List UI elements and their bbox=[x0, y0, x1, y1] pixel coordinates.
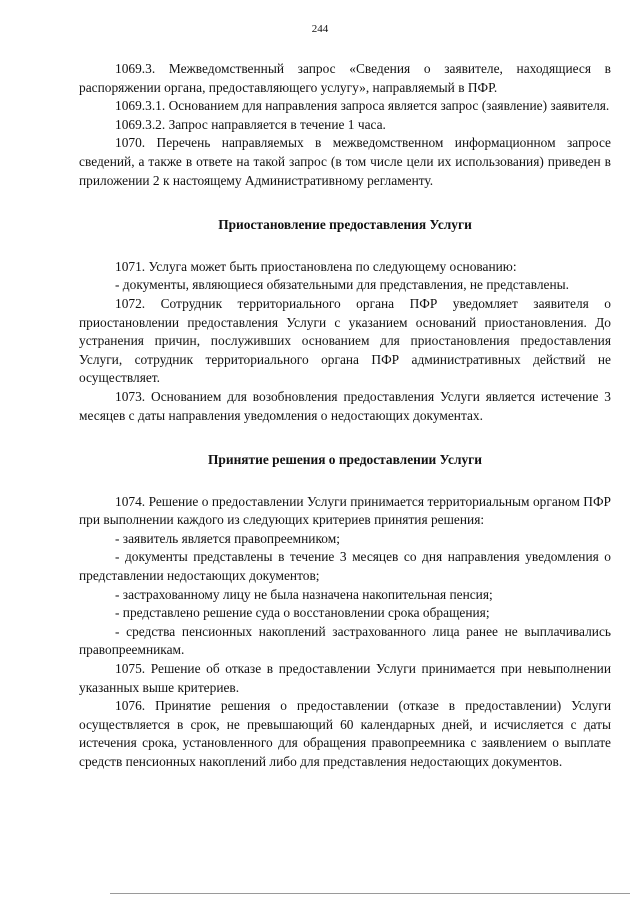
section-heading-decision: Принятие решения о предоставлении Услуги bbox=[208, 452, 482, 468]
paragraph-1071: 1071. Услуга может быть приостановлена по следующему основанию: bbox=[115, 258, 517, 274]
list-item-criterion-3: - застрахованному лицу не была назначена накопительная пенсия; bbox=[115, 586, 493, 602]
paragraph-1075: 1075. Решение об отказе в предоставлении Услуги принимается при невыполнении указанных выше критериев. bbox=[79, 661, 611, 695]
paragraph-1076: 1076. Принятие решения о предоставлении (отказе в предоставлении) Услуги осуществляется в срок, не превышающий 60 календарных дней, и исчисляется с даты истечения срока, установленного для обращения правопреемника с заявлением о выплате средств пенсионных накоплений либо для представления недостающих документов. bbox=[79, 698, 611, 769]
scan-edge-line bbox=[110, 893, 630, 894]
list-item-criterion-2: - документы представлены в течение 3 месяцев со дня направления уведомления о представлении недостающих документов; bbox=[79, 549, 611, 584]
list-item-criterion-1: - заявитель является правопреемником; bbox=[115, 530, 340, 546]
paragraph-1072: 1072. Сотрудник территориального органа ПФР уведомляет заявителя о приостановлении предоставления Услуги с указанием оснований приостановления. До устранения причин, послуживших основанием для приостановления предоставления Услуги, сотрудник территориального органа ПФР административных действий не осуществляет. bbox=[79, 295, 611, 386]
page-number: 244 bbox=[311, 23, 329, 35]
paragraph-1069-3: 1069.3. Межведомственный запрос «Сведения о заявителе, находящиеся в распоряжении органа, предоставляющего услугу», направляемый в ПФР. bbox=[79, 61, 611, 95]
paragraph-1074: 1074. Решение о предоставлении Услуги принимается территориальным органом ПФР при выполнении каждого из следующих критериев принятия решения: bbox=[79, 493, 611, 528]
document-body bbox=[79, 60, 611, 772]
paragraph-1070: 1070. Перечень направляемых в межведомственном информационном запросе сведений, а также в ответе на такой запрос (в том числе цели их использования) приведен в приложении 2 к настоящему Административному регламенту. bbox=[79, 135, 611, 188]
list-item-criterion-5: - средства пенсионных накоплений застрахованного лица ранее не выплачивались правопреемникам. bbox=[79, 623, 611, 658]
list-item-criterion-4: - представлено решение суда о восстановлении срока обращения; bbox=[115, 605, 490, 621]
paragraph-1069-3-1: 1069.3.1. Основанием для направления запроса является запрос (заявление) заявителя. bbox=[115, 98, 610, 114]
section-heading-suspension: Приостановление предоставления Услуги bbox=[218, 217, 472, 233]
list-item-documents-missing: - документы, являющиеся обязательными для представления, не представлены. bbox=[115, 277, 569, 293]
paragraph-1073: 1073. Основанием для возобновления предоставления Услуги является истечение 3 месяцев с даты направления уведомления о недостающих документах. bbox=[79, 388, 611, 423]
paragraph-1069-3-2: 1069.3.2. Запрос направляется в течение 1 часа. bbox=[115, 116, 386, 132]
